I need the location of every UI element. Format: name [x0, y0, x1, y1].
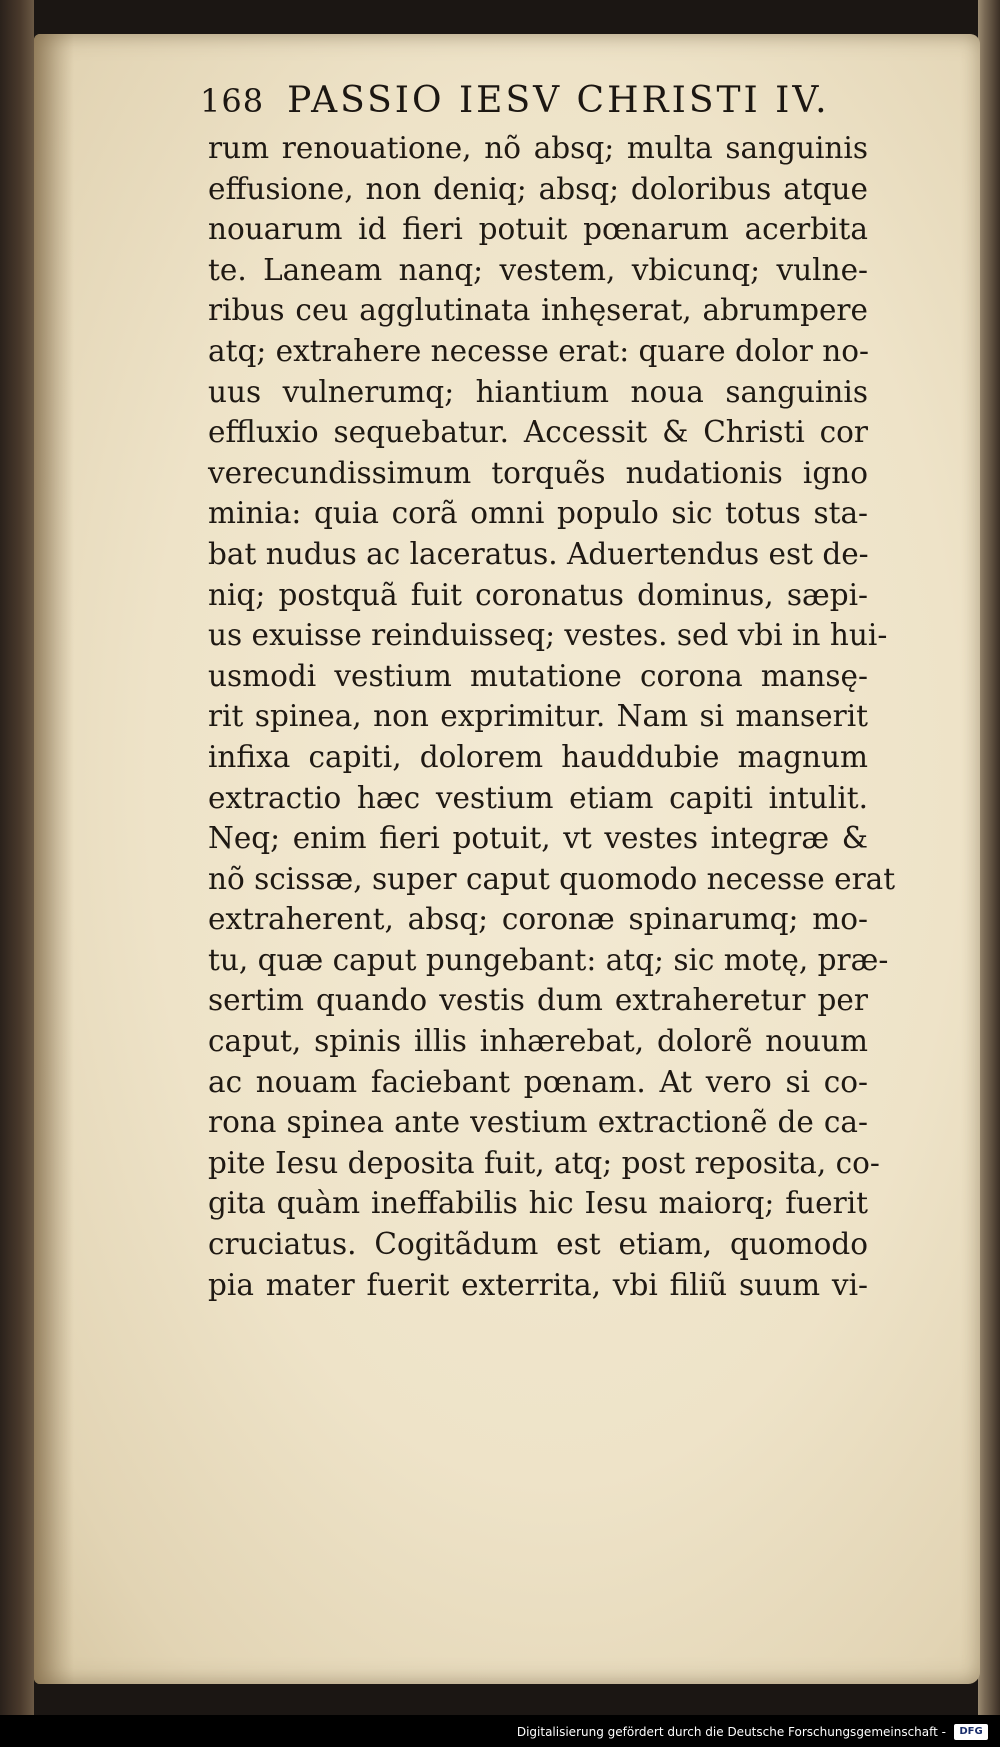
text-line: gita quàm ineffabilis hic Iesu maiorq; fuerit — [208, 1186, 868, 1221]
text-line: niq; postquã fuit coronatus dominus, sæpi- — [208, 577, 868, 612]
text-line: rum renouatione, nõ absq; multa sanguinis — [208, 131, 868, 165]
text-line: effusione, non deniq; absq; doloribus atque — [208, 171, 868, 206]
book-edge-left — [0, 0, 34, 1747]
text-line: extraherent, absq; coronæ spinarumq; mo- — [208, 902, 868, 937]
text-line: extractio hæc vestium etiam capiti intulit. — [208, 780, 868, 815]
funding-credit: Digitalisierung gefördert durch die Deutsche Forschungsgemeinschaft - — [516, 1725, 946, 1739]
page-number: 168 — [200, 82, 265, 120]
text-line: uus vulnerumq; hiantium noua sanguinis — [208, 374, 868, 409]
dfg-logo: DFG — [954, 1724, 988, 1740]
text-line: ac nouam faciebant pœnam. At vero si co- — [208, 1064, 868, 1099]
text-line: atq; extrahere necesse erat: quare dolor no- — [208, 333, 869, 368]
text-line: pia mater fuerit exterrita, vbi filiũ suum vi- — [208, 1267, 868, 1302]
text-line: usmodi vestium mutatione corona mansę- — [208, 658, 868, 693]
page-header — [200, 80, 830, 121]
text-line: ribus ceu agglutinata inhęserat, abrumpere — [208, 293, 868, 328]
text-line: cruciatus. Cogitãdum est etiam, quomodo — [208, 1227, 868, 1262]
text-line: verecundissimum torquẽs nudationis igno — [208, 455, 868, 490]
text-line: nouarum id fieri potuit pœnarum acerbita — [208, 212, 868, 247]
page-gutter-shadow — [34, 34, 74, 1684]
text-line: bat nudus ac laceratus. Aduertendus est de- — [208, 536, 869, 571]
book-edge-right — [978, 0, 1000, 1747]
footer-bar — [0, 1715, 1000, 1747]
running-title: PASSIO IESV CHRISTI IV. — [287, 80, 830, 121]
body-text — [208, 128, 896, 1305]
text-line: infixa capiti, dolorem hauddubie magnum — [208, 739, 868, 774]
text-line: tu, quæ caput pungebant: atq; sic motę, præ- — [208, 942, 889, 977]
text-line: Neq; enim fieri potuit, vt vestes integræ & — [208, 821, 868, 856]
text-line: caput, spinis illis inhærebat, dolorẽ nouum — [208, 1024, 868, 1059]
text-line: us exuisse reinduisseq; vestes. sed vbi in hui- — [208, 618, 888, 653]
text-line: rit spinea, non exprimitur. Nam si manserit — [208, 699, 868, 734]
text-line: rona spinea ante vestium extractionẽ de ca- — [208, 1105, 868, 1140]
text-line: effluxio sequebatur. Accessit & Christi cor — [208, 415, 868, 450]
text-line: pite Iesu deposita fuit, atq; post reposita, co- — [208, 1145, 880, 1180]
text-line: nõ scissæ, super caput quomodo necesse erat — [208, 861, 896, 896]
text-line: sertim quando vestis dum extraheretur per — [208, 983, 868, 1018]
text-line: te. Laneam nanq; vestem, vbicunq; vulne- — [208, 252, 868, 287]
text-line: minia: quia corã omni populo sic totus sta- — [208, 496, 868, 531]
